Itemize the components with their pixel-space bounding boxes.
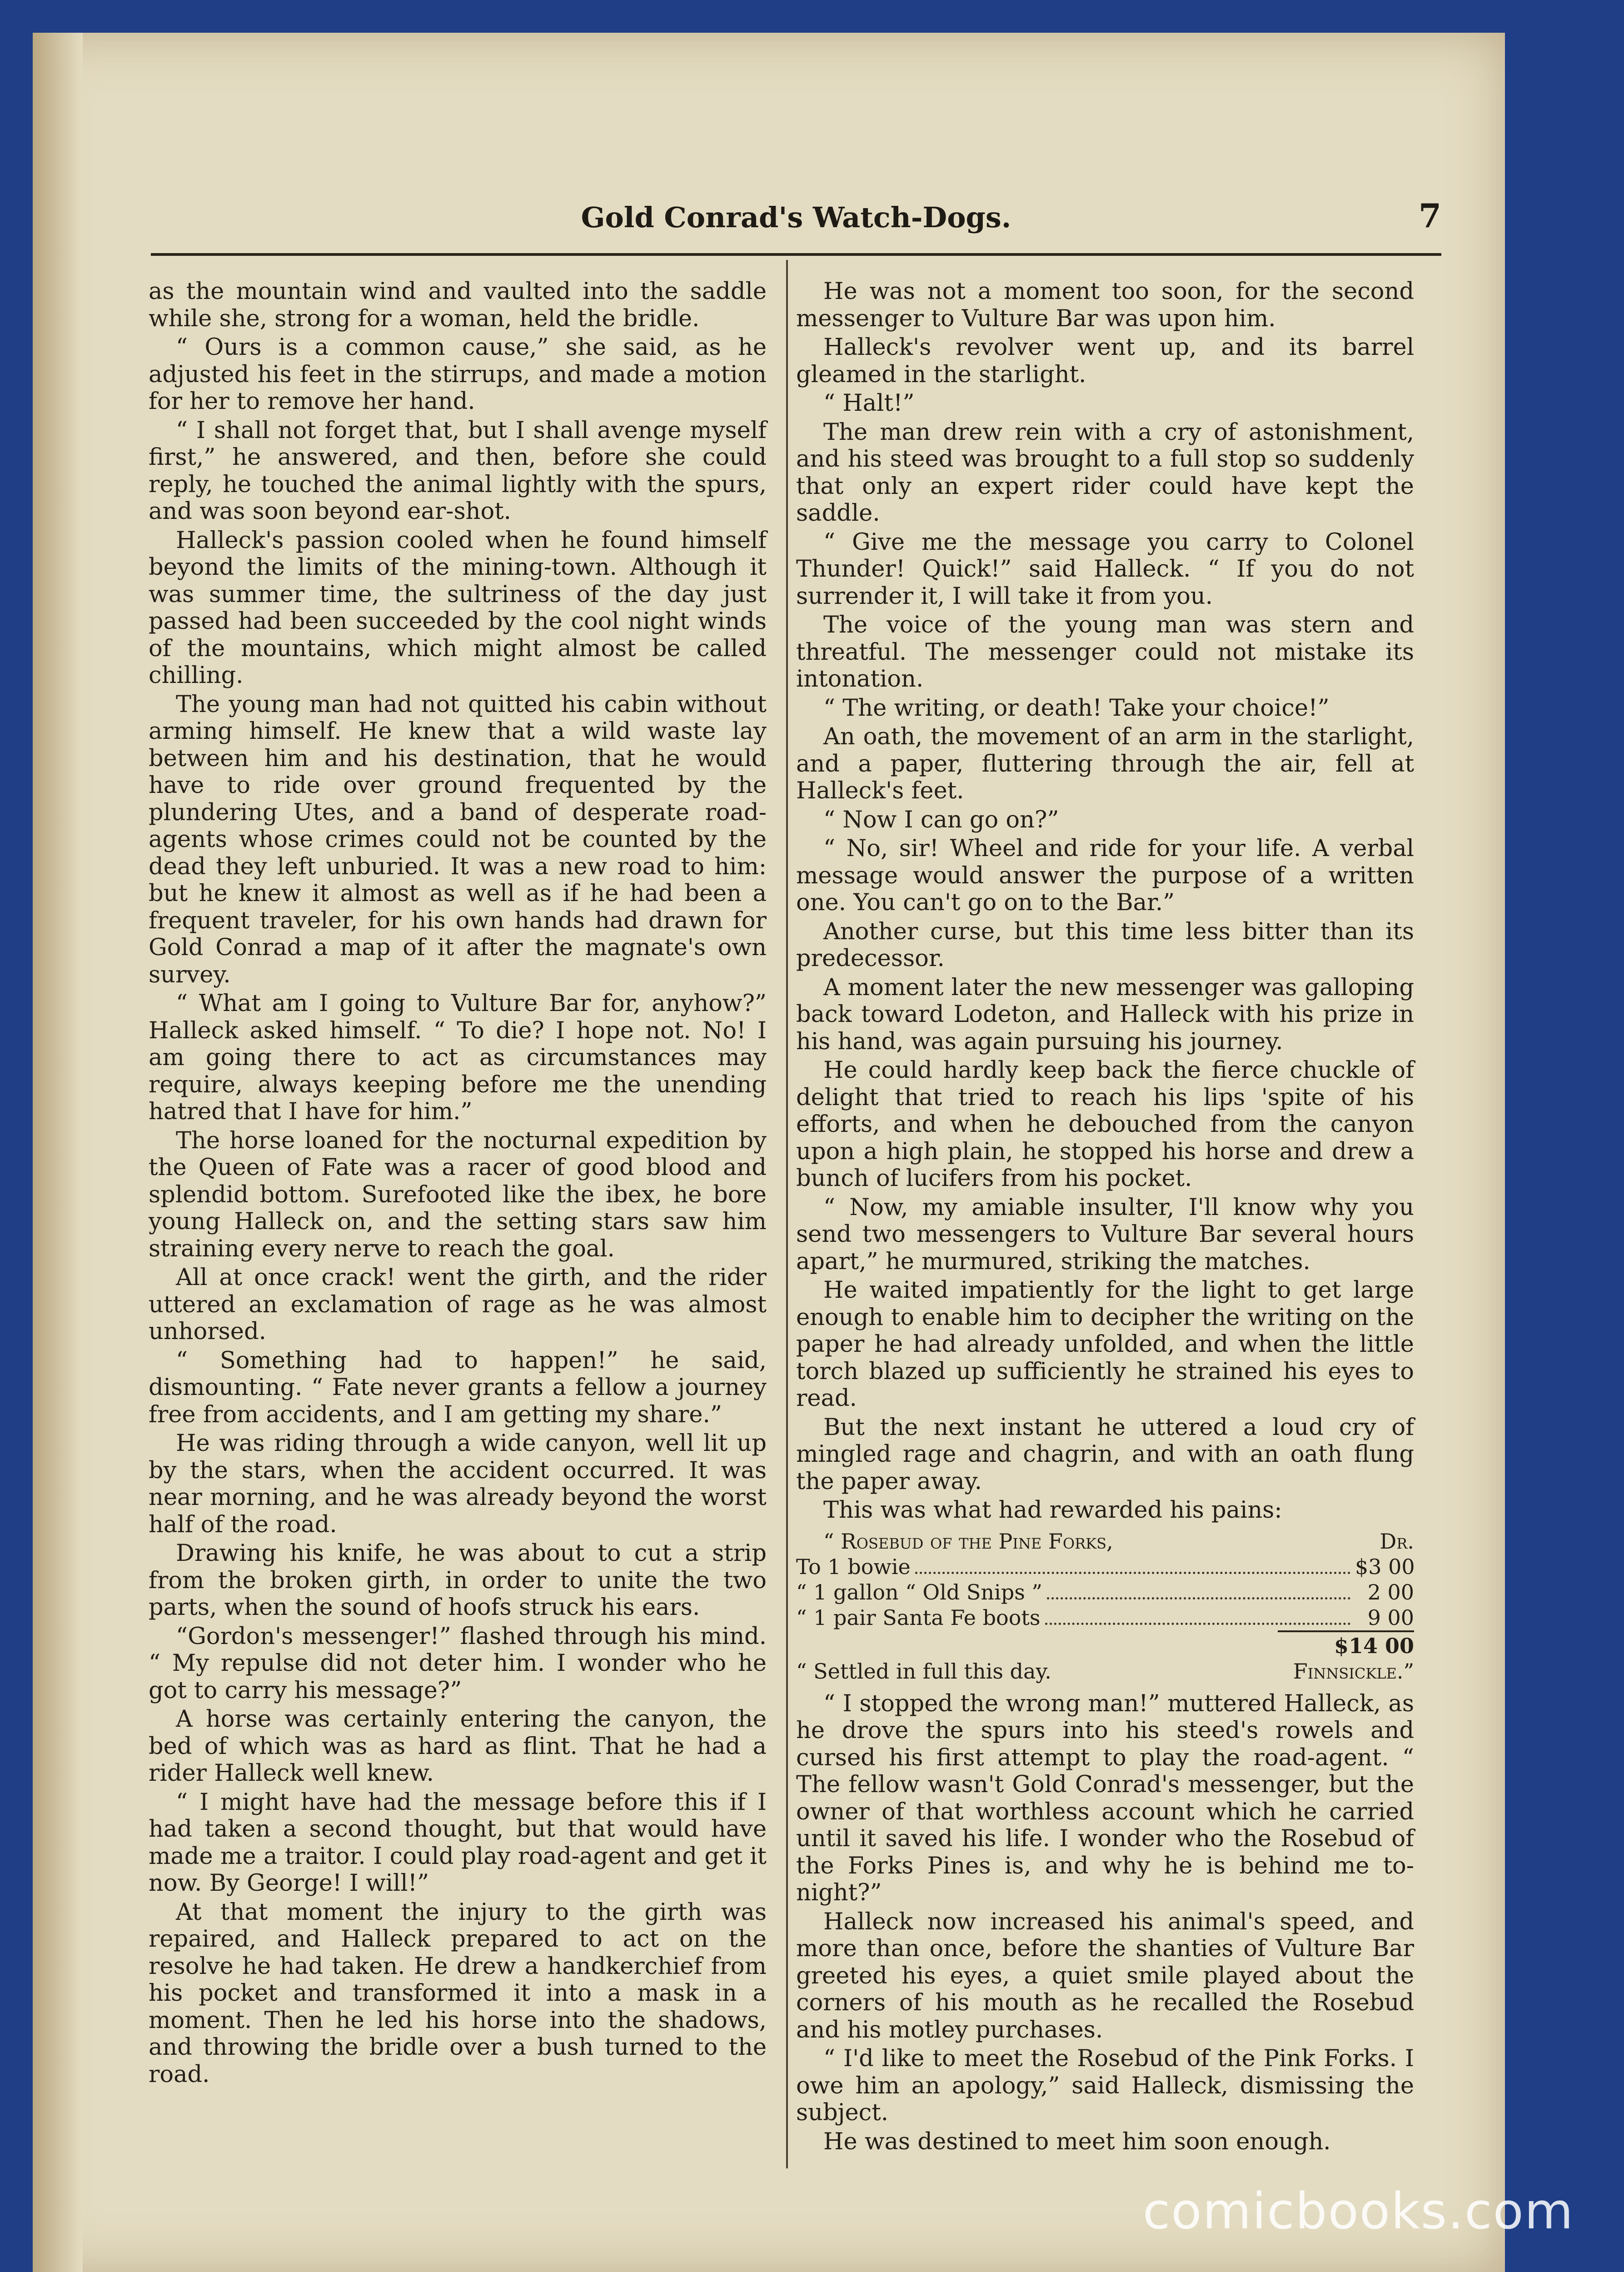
leader-dots	[915, 1572, 1350, 1574]
paragraph: “ The writing, or death! Take your choice!”	[823, 694, 1330, 722]
bill-addressee: “ Rosebud of the Pine Forks,	[823, 1529, 1113, 1554]
paragraph: “ Now I can go on?”	[823, 806, 1059, 833]
bill-of-sale	[796, 1529, 1414, 1684]
paragraph: But the next instant he uttered a loud cry of mingled rage and chagrin, and with an oath flung the paper away.	[796, 1414, 1414, 1495]
paragraph: He was destined to meet him soon enough.	[823, 2128, 1331, 2155]
paragraph: Halleck now increased his animal's speed, and more than once, before the shanties of Vulture Bar greeted his eyes, a quiet smile played about the corners of his mouth as he recalled the Rosebud and his motley purchases.	[796, 1908, 1414, 2043]
paragraph: “ What am I going to Vulture Bar for, anyhow?” Halleck asked himself. “ To die? I hope not. No! I am going there to act as circumstances may require, always keeping before me the unending hatred that I have for him.”	[149, 990, 767, 1125]
bill-item-desc: To 1 bowie	[796, 1554, 911, 1579]
paragraph: “ Something had to happen!” he said, dismounting. “ Fate never grants a fellow a journey free from accidents, and I am getting my share.”	[149, 1347, 767, 1428]
bill-signature: Finnsickle.”	[1293, 1659, 1414, 1684]
bill-total: $14 00	[1278, 1630, 1414, 1659]
header-rule	[151, 253, 1441, 256]
bill-item-desc: “ 1 pair Santa Fe boots	[796, 1605, 1041, 1630]
paragraph: He could hardly keep back the fierce chuckle of delight that tried to reach his lips 'spite of his efforts, and when he debouched from the canyon upon a high plain, he stopped his horse and drew a bunch of lucifers from his pocket.	[796, 1057, 1414, 1192]
paragraph: “ I might have had the message before this if I had taken a second thought, but that would have made me a traitor. I could play road-agent and get it now. By George! I will!”	[149, 1789, 767, 1897]
paragraph: He was riding through a wide canyon, well lit up by the stars, when the accident occurred. It was near morning, and he was already beyond the worst half of the road.	[149, 1430, 767, 1538]
site-watermark: comicbooks.com	[1142, 2182, 1574, 2240]
bill-item-amount: 2 00	[1367, 1579, 1414, 1604]
bill-item-amount: 9 00	[1367, 1605, 1414, 1630]
magazine-page	[33, 33, 1505, 2272]
bill-item-amount: $3 00	[1355, 1554, 1415, 1579]
paragraph: Another curse, but this time less bitter than its predecessor.	[796, 918, 1414, 972]
column-divider	[786, 260, 788, 2168]
paragraph: “ I stopped the wrong man!” muttered Halleck, as he drove the spurs into his steed's rowels and cursed his first attempt to play the road-agent. “ The fellow wasn't Gold Conrad's messenger, but the owner of that worthless account which he carried until it saved his life. I wonder who the Rosebud of the Forks Pines is, and why he is behind me to-night?”	[796, 1690, 1414, 1906]
bill-item	[796, 1579, 1414, 1605]
paragraph: He was not a moment too soon, for the second messenger to Vulture Bar was upon him.	[796, 278, 1414, 332]
paragraph: “ Ours is a common cause,” she said, as he adjusted his feet in the stirrups, and made a motion for her to remove her hand.	[149, 334, 767, 415]
leader-dots	[1047, 1597, 1350, 1599]
paragraph: Halleck's passion cooled when he found himself beyond the limits of the mining-town. Although it was summer time, the sultriness of the day just passed had been succeeded by the cool night winds of the mountains, which might almost be called chilling.	[149, 527, 767, 689]
paragraph: as the mountain wind and vaulted into the saddle while she, strong for a woman, held the bridle.	[149, 278, 767, 332]
bill-item	[796, 1554, 1414, 1579]
paragraph: “ No, sir! Wheel and ride for your life. A verbal message would answer the purpose of a written one. You can't go on to the Bar.”	[796, 835, 1414, 916]
page-title: Gold Conrad's Watch-Dogs.	[581, 201, 1011, 234]
bill-settled: “ Settled in full this day.	[796, 1659, 1051, 1684]
paragraph: “ Now, my amiable insulter, I'll know why you send two messengers to Vulture Bar several hours apart,” he murmured, striking the matches.	[796, 1194, 1414, 1275]
paragraph: “Gordon's messenger!” flashed through his mind. “ My repulse did not deter him. I wonder who he got to carry his message?”	[149, 1623, 767, 1704]
paragraph: “ I'd like to meet the Rosebud of the Pink Forks. I owe him an apology,” said Halleck, dismissing the subject.	[796, 2045, 1414, 2126]
bill-dr-label: Dr.	[1380, 1529, 1414, 1554]
paragraph: A moment later the new messenger was galloping back toward Lodeton, and Halleck with his prize in his hand, was again pursuing his journey.	[796, 974, 1414, 1055]
running-head	[151, 169, 1441, 260]
paragraph: He waited impatiently for the light to get large enough to enable him to decipher the writing on the paper he had already unfolded, and when the little torch blazed up sufficiently he strained his eyes to read.	[796, 1277, 1414, 1412]
bill-footer	[796, 1659, 1414, 1684]
paragraph: Drawing his knife, he was about to cut a strip from the broken girth, in order to unite the two parts, when the sound of hoofs struck his ears.	[149, 1540, 767, 1621]
paragraph: A horse was certainly entering the canyon, the bed of which was as hard as flint. That he had a rider Halleck well knew.	[149, 1706, 767, 1787]
paragraph: At that moment the injury to the girth was repaired, and Halleck prepared to act on the resolve he had taken. He drew a handkerchief from his pocket and transformed it into a mask in a moment. Then he led his horse into the shadows, and throwing the bridle over a bush turned to the road.	[149, 1898, 767, 2088]
paragraph: “ Halt!”	[823, 390, 915, 417]
right-column	[796, 278, 1414, 2157]
page-number: 7	[1418, 196, 1441, 235]
paragraph: “ I shall not forget that, but I shall avenge myself first,” he answered, and then, before she could reply, he touched the animal lightly with the spurs, and was soon beyond ear-shot.	[149, 417, 767, 525]
bill-item-desc: “ 1 gallon “ Old Snips ”	[796, 1579, 1042, 1604]
bill-item	[796, 1605, 1414, 1630]
paragraph: The man drew rein with a cry of astonishment, and his steed was brought to a full stop so suddenly that only an expert rider could have kept the saddle.	[796, 419, 1414, 527]
leader-dots	[1045, 1623, 1351, 1625]
left-column	[149, 278, 767, 2090]
paragraph: The voice of the young man was stern and threatful. The messenger could not mistake its intonation.	[796, 612, 1414, 693]
paragraph: “ Give me the message you carry to Colonel Thunder! Quick!” said Halleck. “ If you do not surrender it, I will take it from you.	[796, 528, 1414, 610]
paragraph: This was what had rewarded his pains:	[823, 1497, 1282, 1524]
bill-header	[796, 1529, 1414, 1554]
paragraph: Halleck's revolver went up, and its barrel gleamed in the starlight.	[796, 334, 1414, 388]
page-spine-shadow	[33, 33, 83, 2272]
paragraph: The horse loaned for the nocturnal expedition by the Queen of Fate was a racer of good blood and splendid bottom. Surefooted like the ibex, he bore young Halleck on, and the setting stars saw him straining every nerve to reach the goal.	[149, 1127, 767, 1262]
paragraph: The young man had not quitted his cabin without arming himself. He knew that a wild waste lay between him and his destination, that he would have to ride over ground frequented by the plundering Utes, and a band of desperate road-agents whose crimes could not be counted by the dead they left unburied. It was a new road to him: but he knew it almost as well as if he had been a frequent traveler, for his own hands had drawn for Gold Conrad a map of it after the magnate's own survey.	[149, 691, 767, 988]
paragraph: All at once crack! went the girth, and the rider uttered an exclamation of rage as he was almost unhorsed.	[149, 1264, 767, 1345]
paragraph: An oath, the movement of an arm in the starlight, and a paper, fluttering through the air, fell at Halleck's feet.	[796, 723, 1414, 804]
